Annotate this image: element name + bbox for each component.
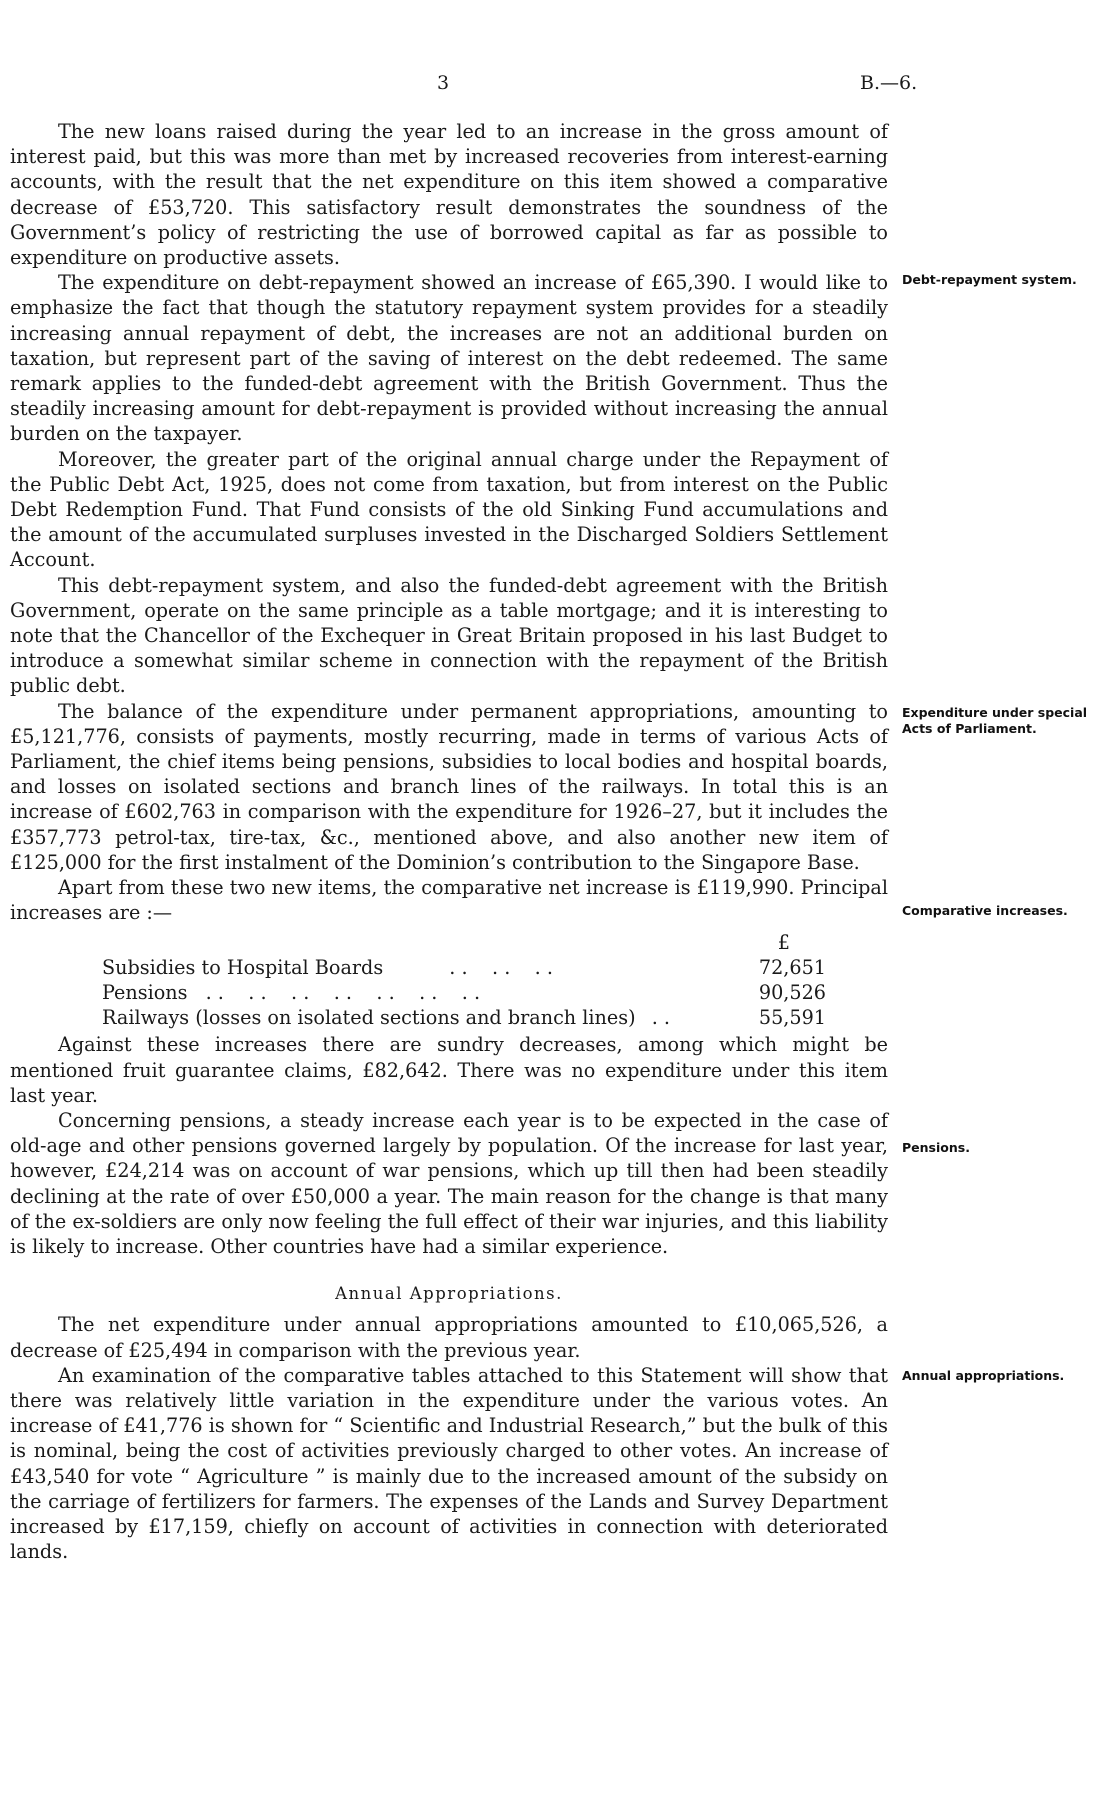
paragraph-pensions: Concerning pensions, a steady increase each year is to be expected in the case of old-age and other pensions governed largely by population. Of the increase for last year, however, £24,214 was on account of war pensions, which up till then had been steadily declining at the rate of over £50,000 a year. The main reason for the change is that many of the ex-soldiers are only now feeling the full effect of their war injuries, and this liability is likely to increase. Other countries have had a similar experience. — [10, 1108, 888, 1258]
body-text — [10, 119, 888, 1564]
paragraph-debt-repayment: The expenditure on debt-repayment showed an increase of £65,390. I would like to emphasize the fact that though the statutory repayment system provides for a steadily increasing annual repayment of debt, the increases are not an additional burden on taxation, but represent part of the saving of interest on the debt redeemed. The same remark applies to the funded-debt agreement with the British Government. Thus the steadily increasing amount for debt-repayment is provided without increasing the annual burden on the taxpayer. — [10, 271, 888, 446]
increases-table — [102, 930, 826, 1031]
table-row — [102, 955, 826, 980]
sidenote-annual-appropriations: Annual appropriations. — [902, 1368, 1065, 1383]
document-reference: B.—6. — [860, 72, 918, 94]
increases-table-header — [102, 930, 826, 955]
page-number: 3 — [437, 72, 450, 94]
row-value: 72,651 — [758, 955, 827, 979]
sidenote-special-acts: Expenditure under special Acts of Parliament. — [902, 705, 1088, 736]
table-row — [102, 1005, 826, 1030]
row-leaders: . . . . . . — [449, 955, 553, 979]
paragraph-table-mortgage: This debt-repayment system, and also the funded-debt agreement with the British Government, operate on the same principle as a table mortgage; and it is interesting to note that the Chancellor of the Exchequer in Great Britain proposed in his last Budget to introduce a somewhat similar scheme in connection with the repayment of the British public debt. — [10, 573, 888, 698]
sidenote-debt-repayment: Debt-repayment system. — [902, 272, 1077, 287]
sidenote-comparative-increases: Comparative increases. — [902, 903, 1068, 918]
row-value: 55,591 — [758, 1006, 827, 1030]
paragraph-decreases: Against these increases there are sundry decreases, among which might be mentioned fruit guarantee claims, £82,642. There was no expenditure under this item last year. — [10, 1033, 888, 1107]
table-row — [102, 980, 826, 1005]
row-label: Subsidies to Hospital Boards — [102, 955, 384, 979]
currency-header: £ — [777, 930, 791, 954]
paragraph-comparative-tables: An examination of the comparative tables attached to this Statement will show that there was relatively little variation in the expenditure under the various votes. An increase of £41,776 is shown for “ Scientific and Industrial Research,” but the bulk of this is nominal, being the cost of activities previously charged to other votes. An increase of £43,540 for vote “ Agriculture ” is mainly due to the increased amount of the subsidy on the carriage of fertilizers for farmers. The expenses of the Lands and Survey Department increased by £17,159, chiefly on account of activities in connection with deteriorated lands. — [10, 1363, 888, 1564]
paragraph-permanent-appropriations: The balance of the expenditure under permanent appropriations, amounting to £5,121,776, consists of payments, mostly recurring, made in terms of various Acts of Parliament, the chief items being pensions, subsidies to local bodies and hospital boards, and losses on isolated sections and branch lines of the railways. In total this is an increase of £602,763 in comparison with the expenditure for 1926–27, but it includes the £357,773 petrol-tax, tire-tax, &c., mentioned above, and also another new item of £125,000 for the first instalment of the Dominion’s contribution to the Singapore Base. — [10, 699, 888, 874]
paragraph-public-debt-act: Moreover, the greater part of the original annual charge under the Repayment of the Public Debt Act, 1925, does not come from taxation, but from interest on the Public Debt Redemption Fund. That Fund consists of the old Sinking Fund accumulations and the amount of the accumulated surpluses invested in the Discharged Soldiers Settlement Account. — [10, 447, 888, 572]
section-heading: Annual Appropriations. — [335, 1284, 563, 1304]
row-label: Railways (losses on isolated sections and branch lines) — [102, 1006, 636, 1030]
paragraph-annual-appropriations: The net expenditure under annual appropriations amounted to £10,065,526, a decrease of £25,494 in comparison with the previous year. — [10, 1313, 888, 1362]
sidenote-pensions: Pensions. — [902, 1140, 970, 1155]
paragraph-comparative-increase: Apart from these two new items, the comparative net increase is £119,990. Principal increases are :— — [10, 876, 888, 925]
paragraph-interest: The new loans raised during the year led to an increase in the gross amount of interest paid, but this was more than met by increased recoveries from interest-earning accounts, with the result that the net expenditure on this item showed a comparative decrease of £53,720. This satisfactory result demonstrates the soundness of the Government’s policy of restricting the use of borrowed capital as far as possible to expenditure on productive assets. — [10, 120, 888, 270]
row-label: Pensions — [102, 980, 188, 1004]
row-leaders: . . . . . . . . . . . . . . — [205, 980, 481, 1004]
row-value: 90,526 — [758, 980, 827, 1004]
row-leaders: . . — [651, 1006, 671, 1030]
